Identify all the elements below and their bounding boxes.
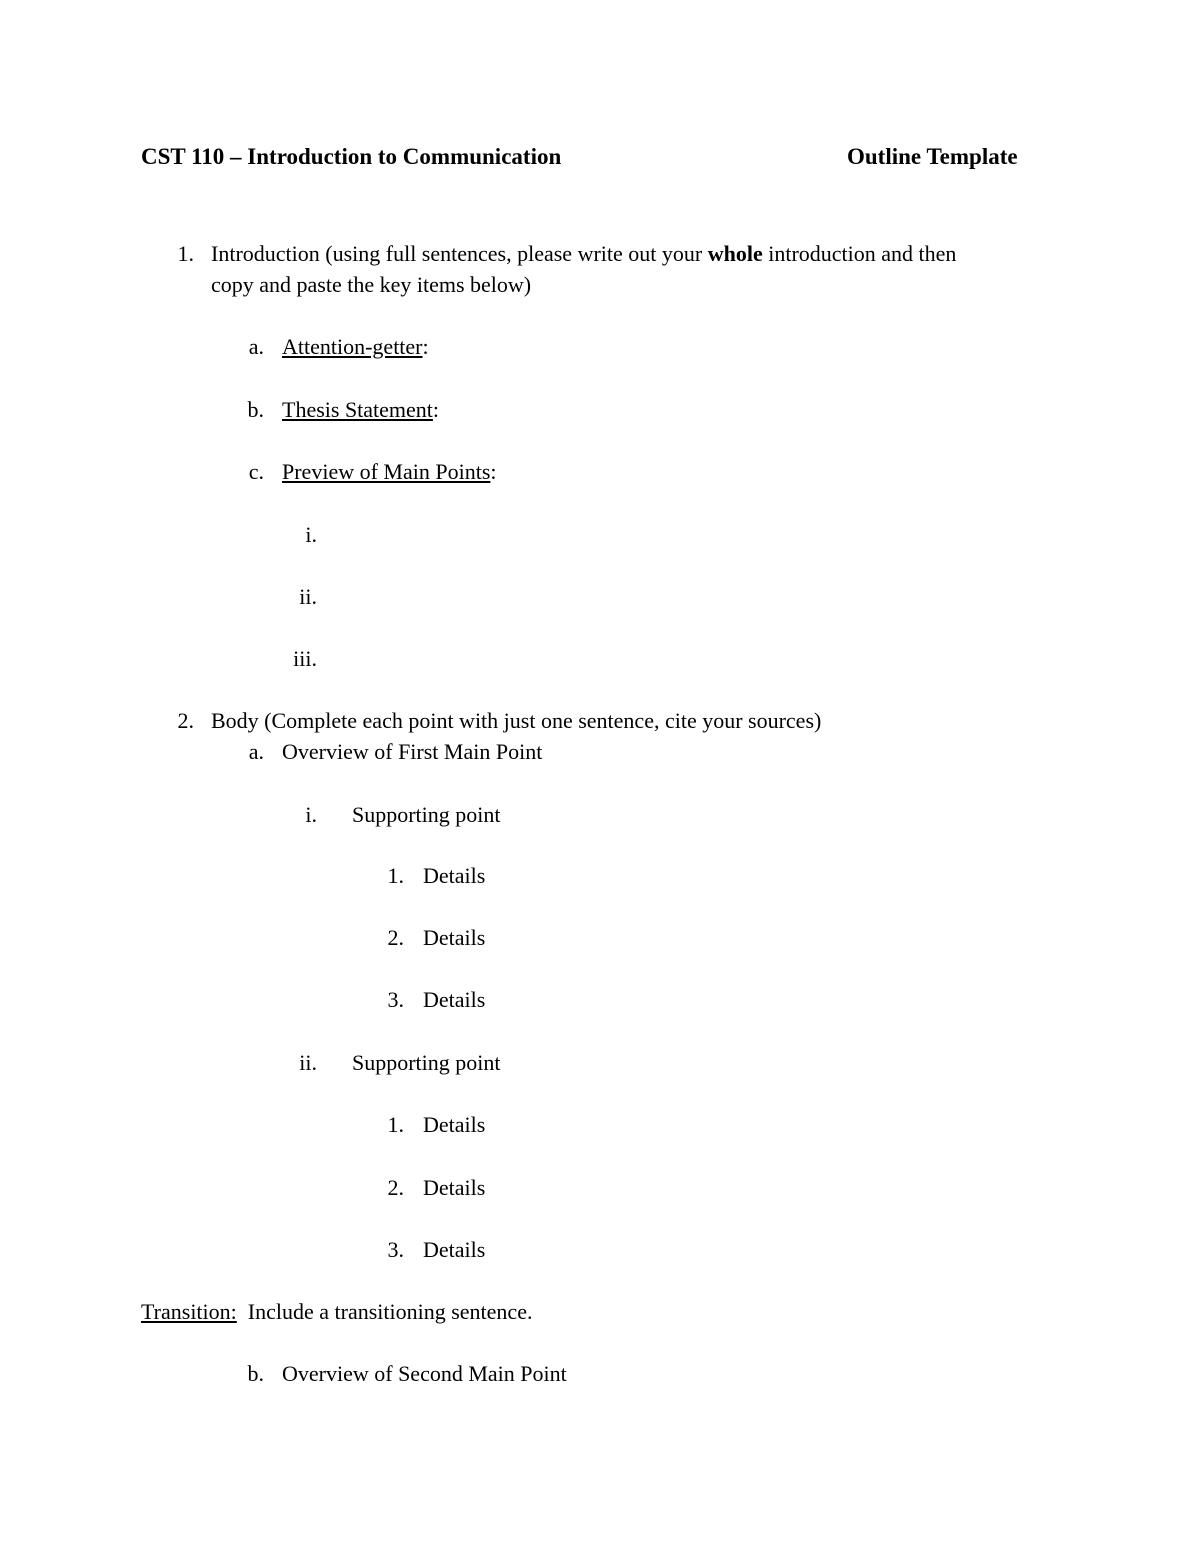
detail-number: 3.: [387, 1237, 404, 1262]
item-label: Thesis Statement: [282, 397, 433, 422]
intro-text-line2: copy and paste the key items below): [211, 272, 532, 297]
detail-number: 2.: [387, 925, 404, 950]
item-label: Preview of Main Points: [282, 459, 491, 484]
list-item-attention-getter: [282, 334, 429, 360]
intro-text-start: Introduction (using full sentences, please write out your: [211, 241, 708, 266]
detail-number: 1.: [387, 1112, 404, 1137]
list-letter: a.: [248, 334, 264, 359]
item-label: Attention-getter: [282, 334, 423, 359]
detail-text: Details: [423, 925, 486, 950]
detail-number: 3.: [387, 987, 404, 1012]
intro-text-end: introduction and then: [762, 241, 957, 266]
list-letter: a.: [248, 739, 264, 764]
transition-line: [141, 1299, 532, 1325]
transition-label: Transition:: [141, 1299, 237, 1324]
item-colon: :: [490, 459, 497, 484]
detail-number: 2.: [387, 1175, 404, 1200]
document-type-title: Outline Template: [847, 144, 1018, 169]
transition-text: Include a transitioning sentence.: [247, 1299, 533, 1324]
section-number: 1.: [177, 241, 194, 266]
preview-numeral: i.: [305, 522, 317, 547]
item-colon: :: [432, 397, 440, 422]
preview-numeral: iii.: [293, 646, 317, 671]
list-item-thesis-statement: [282, 397, 439, 423]
section-heading: [211, 241, 956, 267]
item-colon: :: [422, 334, 429, 359]
detail-text: Details: [423, 863, 486, 888]
detail-text: Details: [423, 1112, 486, 1137]
list-item-preview-main-points: [282, 459, 497, 485]
detail-text: Details: [423, 1237, 486, 1262]
preview-numeral: ii.: [299, 584, 317, 609]
course-title: CST 110 – Introduction to Communication: [141, 144, 562, 169]
main-point-second: Overview of Second Main Point: [282, 1361, 567, 1386]
supporting-point: Supporting point: [352, 802, 501, 827]
detail-number: 1.: [387, 863, 404, 888]
supporting-point: Supporting point: [352, 1050, 501, 1075]
list-letter: b.: [247, 397, 264, 422]
section-number: 2.: [177, 708, 194, 733]
detail-text: Details: [423, 987, 486, 1012]
detail-text: Details: [423, 1175, 486, 1200]
section-heading: Body (Complete each point with just one sentence, cite your sources): [211, 708, 822, 733]
list-letter: c.: [248, 459, 264, 484]
supporting-numeral: ii.: [299, 1050, 317, 1075]
supporting-numeral: i.: [305, 802, 317, 827]
list-letter: b.: [247, 1361, 264, 1386]
main-point-first: Overview of First Main Point: [282, 739, 543, 764]
intro-text-bold: whole: [707, 241, 763, 266]
